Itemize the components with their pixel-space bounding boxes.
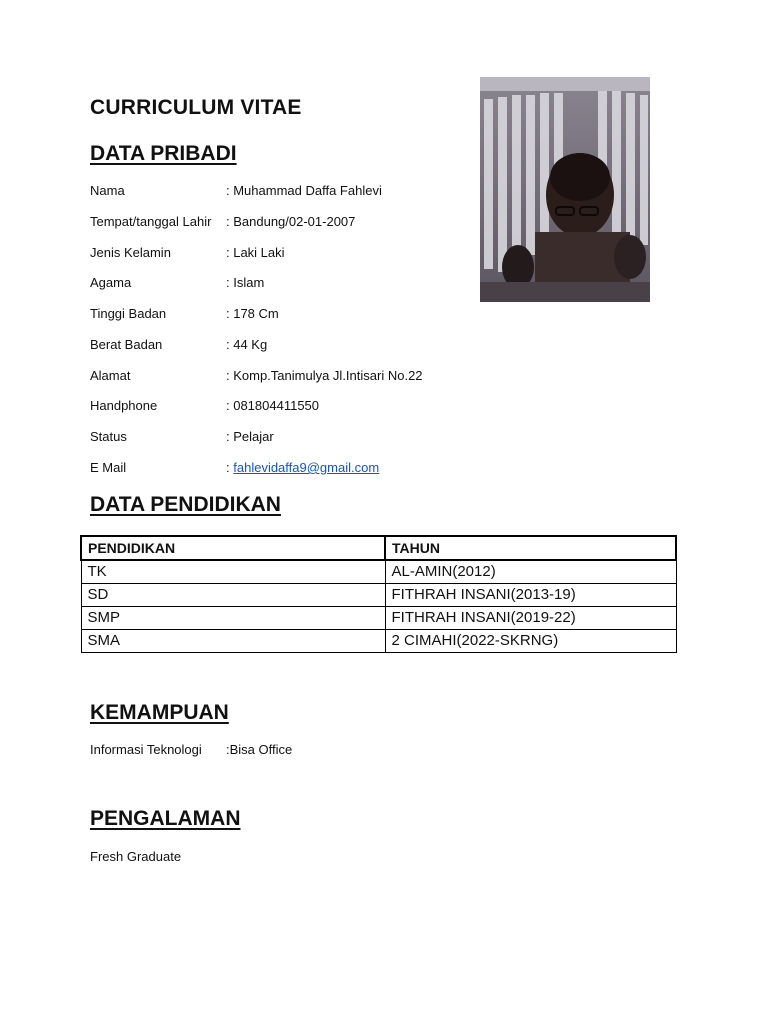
table-cell: SMA [81,630,385,653]
info-value: : Laki Laki [226,245,285,260]
info-row-gender [90,244,285,262]
info-label: E Mail [90,460,127,475]
skill-row [90,742,292,757]
info-value: : 44 Kg [226,337,268,352]
column-header-year: TAHUN [385,536,676,560]
info-value: : 081804411550 [226,398,320,413]
info-value: : Komp.Tanimulya Jl.Intisari No.22 [226,368,423,383]
info-label: Tempat/tanggal Lahir [90,214,212,229]
table-row [81,630,676,653]
info-row-status [90,428,274,446]
column-header-education: PENDIDIKAN [81,536,385,560]
info-row-religion [90,274,264,292]
info-label: Tinggi Badan [90,306,167,321]
table-row [81,584,676,607]
email-link[interactable]: fahlevidaffa9@gmail.com [233,460,380,475]
skill-value: :Bisa Office [226,742,293,757]
info-row-phone [90,397,319,415]
info-value: : Muhammad Daffa Fahlevi [226,183,382,198]
profile-photo [480,77,650,302]
info-value: : 178 Cm [226,306,279,321]
info-row-birth [90,213,355,231]
info-value: : Bandung/02-01-2007 [226,214,356,229]
info-row-nama [90,182,382,200]
table-cell: FITHRAH INSANI(2019-22) [385,607,676,630]
info-label: Alamat [90,368,131,383]
info-label: Berat Badan [90,337,163,352]
document-title: CURRICULUM VITAE [90,96,302,119]
info-label: Agama [90,275,132,290]
table-row [81,560,676,584]
table-header-row [81,536,676,560]
info-value: : Pelajar [226,429,274,444]
info-sep: : [226,460,230,475]
info-label: Status [90,429,127,444]
table-cell: FITHRAH INSANI(2013-19) [385,584,676,607]
info-row-weight [90,336,267,354]
section-heading-experience: PENGALAMAN [90,807,241,830]
info-row-address [90,367,423,385]
info-value: : Islam [226,275,265,290]
section-heading-personal: DATA PRIBADI [90,142,237,165]
profile-photo-image [480,77,650,302]
section-heading-education: DATA PENDIDIKAN [90,493,281,516]
info-row-height [90,305,279,323]
info-label: Jenis Kelamin [90,245,171,260]
table-cell: SMP [81,607,385,630]
table-cell: TK [81,560,385,584]
table-cell: SD [81,584,385,607]
section-heading-skills: KEMAMPUAN [90,701,229,724]
skill-label: Informasi Teknologi [90,742,202,757]
table-row [81,607,676,630]
info-label: Nama [90,183,125,198]
experience-text: Fresh Graduate [90,849,182,864]
info-label: Handphone [90,398,158,413]
education-table [80,535,677,653]
table-cell: AL-AMIN(2012) [385,560,676,584]
table-cell: 2 CIMAHI(2022-SKRNG) [385,630,676,653]
info-row-email [90,459,379,477]
